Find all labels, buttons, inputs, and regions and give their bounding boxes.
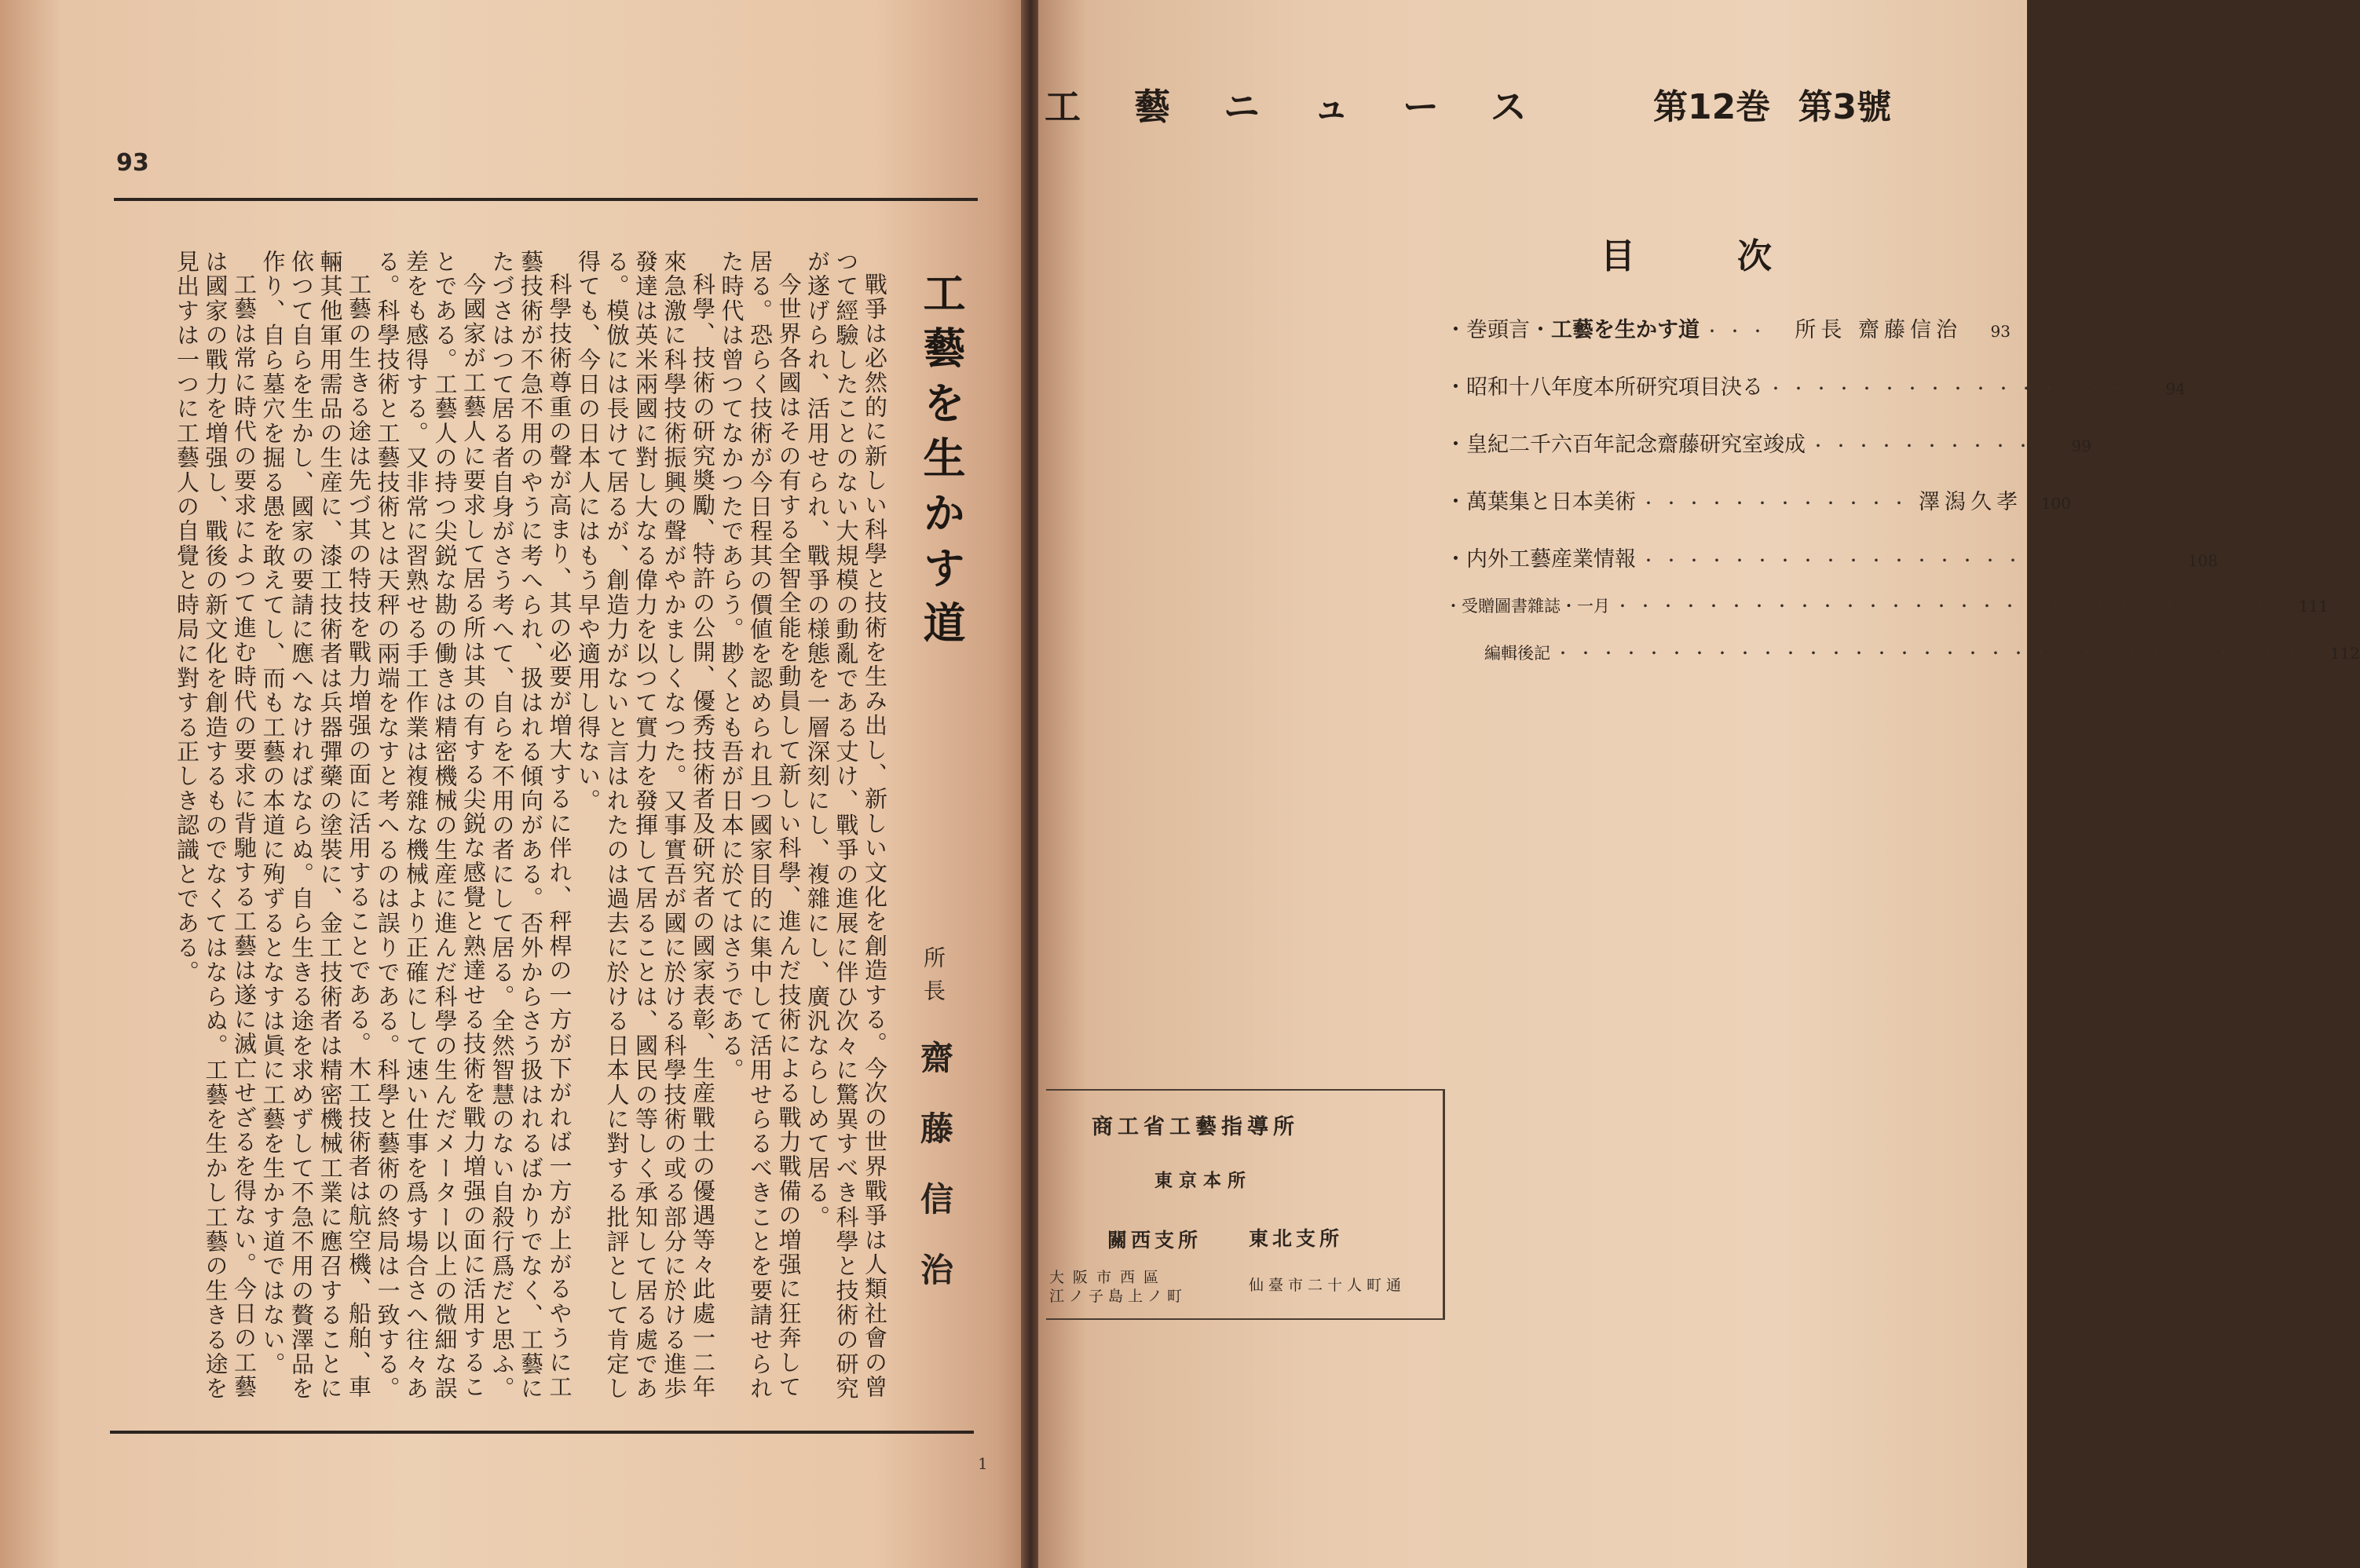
toc-page: 108 bbox=[2187, 551, 2218, 570]
toc-title: 工藝を生かす道 bbox=[1551, 318, 1700, 342]
article-body bbox=[135, 250, 889, 1404]
branch-tohoku: 東北支所 bbox=[1249, 1227, 1344, 1250]
toc-prefix: ・ bbox=[1445, 433, 1466, 457]
toc-page: 100 bbox=[2040, 494, 2071, 513]
page-number: 93 bbox=[116, 149, 149, 177]
toc-title: 内外工藝産業情報 bbox=[1466, 547, 1636, 572]
paragraph-4: 科學技術尊重の聲が高まり、其の必要が増大するに伴れ、秤桿の一方が下がれば一方が上がるやうに工藝技術が不急不用のやうに考へられ、扱はれる傾向がある。否外からさう扱はれるばかりでなく、工藝にたづさはつて居る者自身がさう考へて、自らを不用の者にして居る。全然智慧のない自殺行爲だと思ふ。 bbox=[488, 250, 573, 1402]
toc-page: 99 bbox=[2071, 437, 2091, 455]
paragraph-7: 工藝は常に時代の要求によつて進む時代の要求に背馳する工藝は遂に滅亡せざるを得ない。今日の工藝は國家の戰力を増强し、戰後の新文化を創造するものでなくてはならぬ。工藝を生かし工藝の生きる途を見出すは一つに工藝人の自覺と時局に對する正しき認識とである。 bbox=[174, 250, 258, 1402]
branch-kansai: 關西支所 bbox=[1107, 1229, 1202, 1252]
toc-item[interactable] bbox=[1445, 370, 2186, 400]
toc-item[interactable] bbox=[1445, 427, 2091, 457]
toc-title: 萬葉集と日本美術 bbox=[1466, 490, 1636, 514]
footer-rule bbox=[110, 1431, 974, 1434]
toc-leader: ・・・・・・・・・・・・・・・・・・・・・・・・・・・・・・・・・ bbox=[1555, 644, 2307, 663]
toc-item[interactable] bbox=[1445, 594, 2329, 623]
table-of-contents bbox=[1445, 313, 2360, 671]
toc-prefix: ・ bbox=[1445, 375, 1466, 400]
issue-label: 第3號 bbox=[1798, 87, 1892, 127]
author-name: 齋藤信治 bbox=[916, 1040, 954, 1323]
branch-tohoku-address: 仙臺市二十人町通 bbox=[1249, 1277, 1407, 1294]
branch-kansai-address-line2: 江ノ子島上ノ町 bbox=[1049, 1288, 1187, 1305]
toc-page: 94 bbox=[2165, 379, 2186, 398]
article-title: 工藝を生かす道 bbox=[917, 271, 966, 656]
right-page bbox=[1038, 0, 2027, 1568]
toc-page: 112 bbox=[2329, 644, 2360, 663]
branch-kansai-address-line1: 大阪市西區 bbox=[1049, 1269, 1168, 1286]
header-rule bbox=[114, 198, 978, 201]
toc-heading: 目次 bbox=[1601, 236, 1874, 276]
toc-prefix: ・ bbox=[1445, 490, 1466, 514]
toc-prefix: ・ bbox=[1445, 597, 1462, 616]
toc-item[interactable] bbox=[1445, 484, 2071, 514]
toc-prefix: ・ bbox=[1445, 547, 1466, 572]
toc-item[interactable] bbox=[1445, 542, 2218, 572]
toc-title: 昭和十八年度本所研究項目決る bbox=[1466, 375, 1763, 400]
toc-page: 111 bbox=[2298, 597, 2329, 616]
volume-label: 第12巻 bbox=[1653, 87, 1771, 127]
toc-title: 受贈圖書雜誌・一月 bbox=[1462, 597, 1610, 616]
paragraph-1: 戰爭は必然的に新しい科學と技術を生み出し、新しい文化を創造する。今次の世界戰爭は人類社會の曾つて經驗したことのない大規模の動亂である丈け、戰爭の進展に伴ひ次々に驚異すべき科學と技術の研究が遂げられ、活用せられ、戰爭の様態を一層深刻にし、複雜にし、廣汎ならしめて居る。 bbox=[804, 250, 888, 1402]
toc-page: 93 bbox=[1990, 322, 2011, 341]
paragraph-6: 工藝の生きる途は先づ其の特技を戰力増强の面に活用することである。木工技術者は航空機、船舶、車輛其他軍用需品の生産に、漆工技術者は兵器彈藥の塗裝に、金工技術者は精密機械工業に應召することに依つて自らを生かし、國家の要請に應へなければならぬ。自ら生きる途を求めずして不急不用の贅澤品を作り、自ら墓穴を掘る愚を敢えてし、而も工藝の本道に殉ずるとなすは眞に工藝を生かす道ではない。 bbox=[259, 250, 372, 1402]
author-role: 所長 bbox=[920, 946, 946, 1012]
toc-author: 澤潟久孝 bbox=[1919, 490, 2022, 514]
footer-mark: 1 bbox=[978, 1454, 988, 1473]
paragraph-3: 科學、技術の研究奬勵、特許の公開、優秀技術者及研究者の國家表彰、生産戰士の優遇等々此處一二年來急激に科學技術振興の聲がやかましくなつた。又事實吾が國に於ける科學技術の或る部分に於ける進歩發達は英米兩國に對し大なる偉力を以つて實力を發揮して居ることは、國民の等しく承知して居る處である。模倣には長けて居るが、創造力がないと言はれたのは過去に於ける日本人に對する批評として肯定し得ても、今日の日本人にはもう早や適用し得ない。 bbox=[575, 250, 716, 1402]
toc-title: 編輯後記 bbox=[1484, 644, 1550, 663]
toc-leader: ・・・ bbox=[1704, 322, 1773, 341]
toc-leader: ・・・・・・・・・・ bbox=[1810, 437, 2038, 455]
toc-item[interactable] bbox=[1445, 641, 2360, 671]
toc-title: 皇紀二千六百年記念齋藤研究室竣成 bbox=[1466, 433, 1806, 457]
toc-leader: ・・・・・・・・・・・・・・・・ bbox=[1768, 379, 2132, 398]
volume-issue bbox=[1653, 79, 1891, 129]
paragraph-5: 今國家が工藝人に要求して居る所は其の有する尖鋭な感覺と熟達せる技術を戰力増强の面に活用することである。工藝人の持つ尖鋭な勘の働きは精密機械の生産に進んだ科學の生んだメーター以上の微細な誤差をも感得する。又非常に習熟せる手工作業は複雜な機械より正確にして速い仕事を爲す場合さへ往々ある。科學技術と工藝技術とは天秤の兩端をなすと考へるのは誤りである。科學と藝術の終局は一致する。 bbox=[374, 250, 487, 1402]
toc-author: 所長 齋藤信治 bbox=[1795, 318, 1962, 342]
toc-item[interactable] bbox=[1445, 313, 2011, 342]
toc-leader: ・・・・・・・・・・・・・・・・・・・・・・・ bbox=[1641, 551, 2164, 570]
toc-leader: ・・・・・・・・・・・・ bbox=[1641, 494, 1914, 513]
book-gutter bbox=[1021, 0, 1040, 1568]
toc-leader: ・・・・・・・・・・・・・・・・・・・・・・・・・・・・・ bbox=[1615, 597, 2275, 616]
publisher-name: 商工省工藝指導所 bbox=[1092, 1115, 1299, 1139]
magazine-title: 工藝ニュース bbox=[1045, 86, 1580, 128]
toc-prefix: ・巻頭言・ bbox=[1445, 318, 1551, 342]
paragraph-2: 今世界各國はその有する全智全能を動員して新しい科學、進んだ技術による戰力戰備の増强に狂奔して居る。恐らく技術が今日程其の價値を認められ且つ國家目的に集中して活用せらるべきことを要請せられた時代は曾つてなかつたであらう。尠くとも吾が日本に於てはさうである。 bbox=[718, 250, 803, 1402]
publisher-headquarters: 東京本所 bbox=[1154, 1171, 1252, 1191]
